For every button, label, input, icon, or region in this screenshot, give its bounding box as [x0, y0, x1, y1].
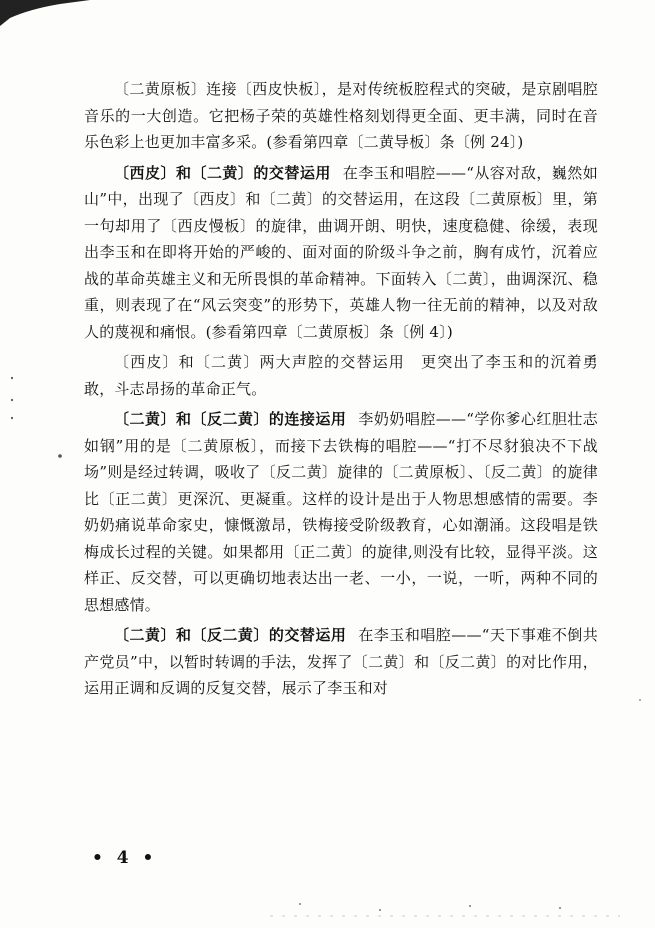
paragraph-5-text: 在李玉和唱腔——“天下事难不倒共产党员”中，以暂时转调的手法，发挥了〔二黄〕和〔反二黄〕的对比作用，运用正调和反调的反复交替，展示了李玉和对: [84, 626, 598, 697]
paragraph-4-heading: 〔二黄〕和〔反二黄〕的连接运用: [114, 410, 347, 428]
paragraph-5-heading: 〔二黄〕和〔反二黄〕的交替运用: [114, 626, 347, 644]
paragraph-3-text: 〔西皮〕和〔二黄〕两大声腔的交替运用 更突出了李玉和的沉着勇敢，斗志昂扬的革命正气。: [84, 353, 598, 398]
paragraph-2: [84, 160, 598, 346]
scan-edge-mark: [0, 0, 90, 26]
paragraph-2-text: 在李玉和唱腔——“从容对敌，巍然如山”中，出现了〔西皮〕和〔二黄〕的交替运用，在这段〔二黄原板〕里，第一句却用了〔西皮慢板〕的旋律，曲调开朗、明快，速度稳健、徐缓，表现出李玉和在即将开始的严峻的、面对面的阶级斗争之前，胸有成竹，沉着应战的革命英雄主义和无所畏惧的革命精神。下面转入〔二黄〕，曲调深沉、稳重，则表现了在“风云突变”的形势下，英雄人物一往无前的精神，以及对敌人的蔑视和痛恨。(参看第四章〔二黄原板〕条〔例 4〕): [84, 163, 598, 341]
paragraph-1-text: 〔二黄原板〕连接〔西皮快板〕，是对传统板腔程式的突破，是京剧唱腔音乐的一大创造。它把杨子荣的英雄性格刻划得更全面、更丰满，同时在音乐色彩上也更加丰富多采。(参看第四章〔二黄导板〕条〔例 24〕): [84, 80, 598, 151]
body-text: [84, 76, 598, 702]
paragraph-3: [84, 349, 598, 402]
paragraph-2-heading: 〔西皮〕和〔二黄〕的交替运用: [114, 163, 331, 182]
paragraph-5: [84, 622, 598, 702]
page-number: • 4 •: [92, 848, 158, 868]
paragraph-4-text: 李奶奶唱腔——“学你爹心红胆壮志如钢”用的是〔二黄原板〕，而接下去铁梅的唱腔——“打不尽豺狼决不下战场”则是经过转调，吸收了〔反二黄〕旋律的〔二黄原板〕、〔反二黄〕的旋律比〔正二黄〕更深沉、更凝重。这样的设计是出于人物思想感情的需要。李奶奶痛说革命家史，慷慨激昂，铁梅接受阶级教育，心如潮涌。这段唱是铁梅成长过程的关键。如果都用〔正二黄〕的旋律,则没有比较，显得平淡。这样正、反交替，可以更确切地表达出一老、一小，一说，一听，两种不同的思想感情。: [84, 410, 598, 614]
paragraph-4: [84, 406, 598, 618]
paragraph-1: [84, 76, 598, 156]
